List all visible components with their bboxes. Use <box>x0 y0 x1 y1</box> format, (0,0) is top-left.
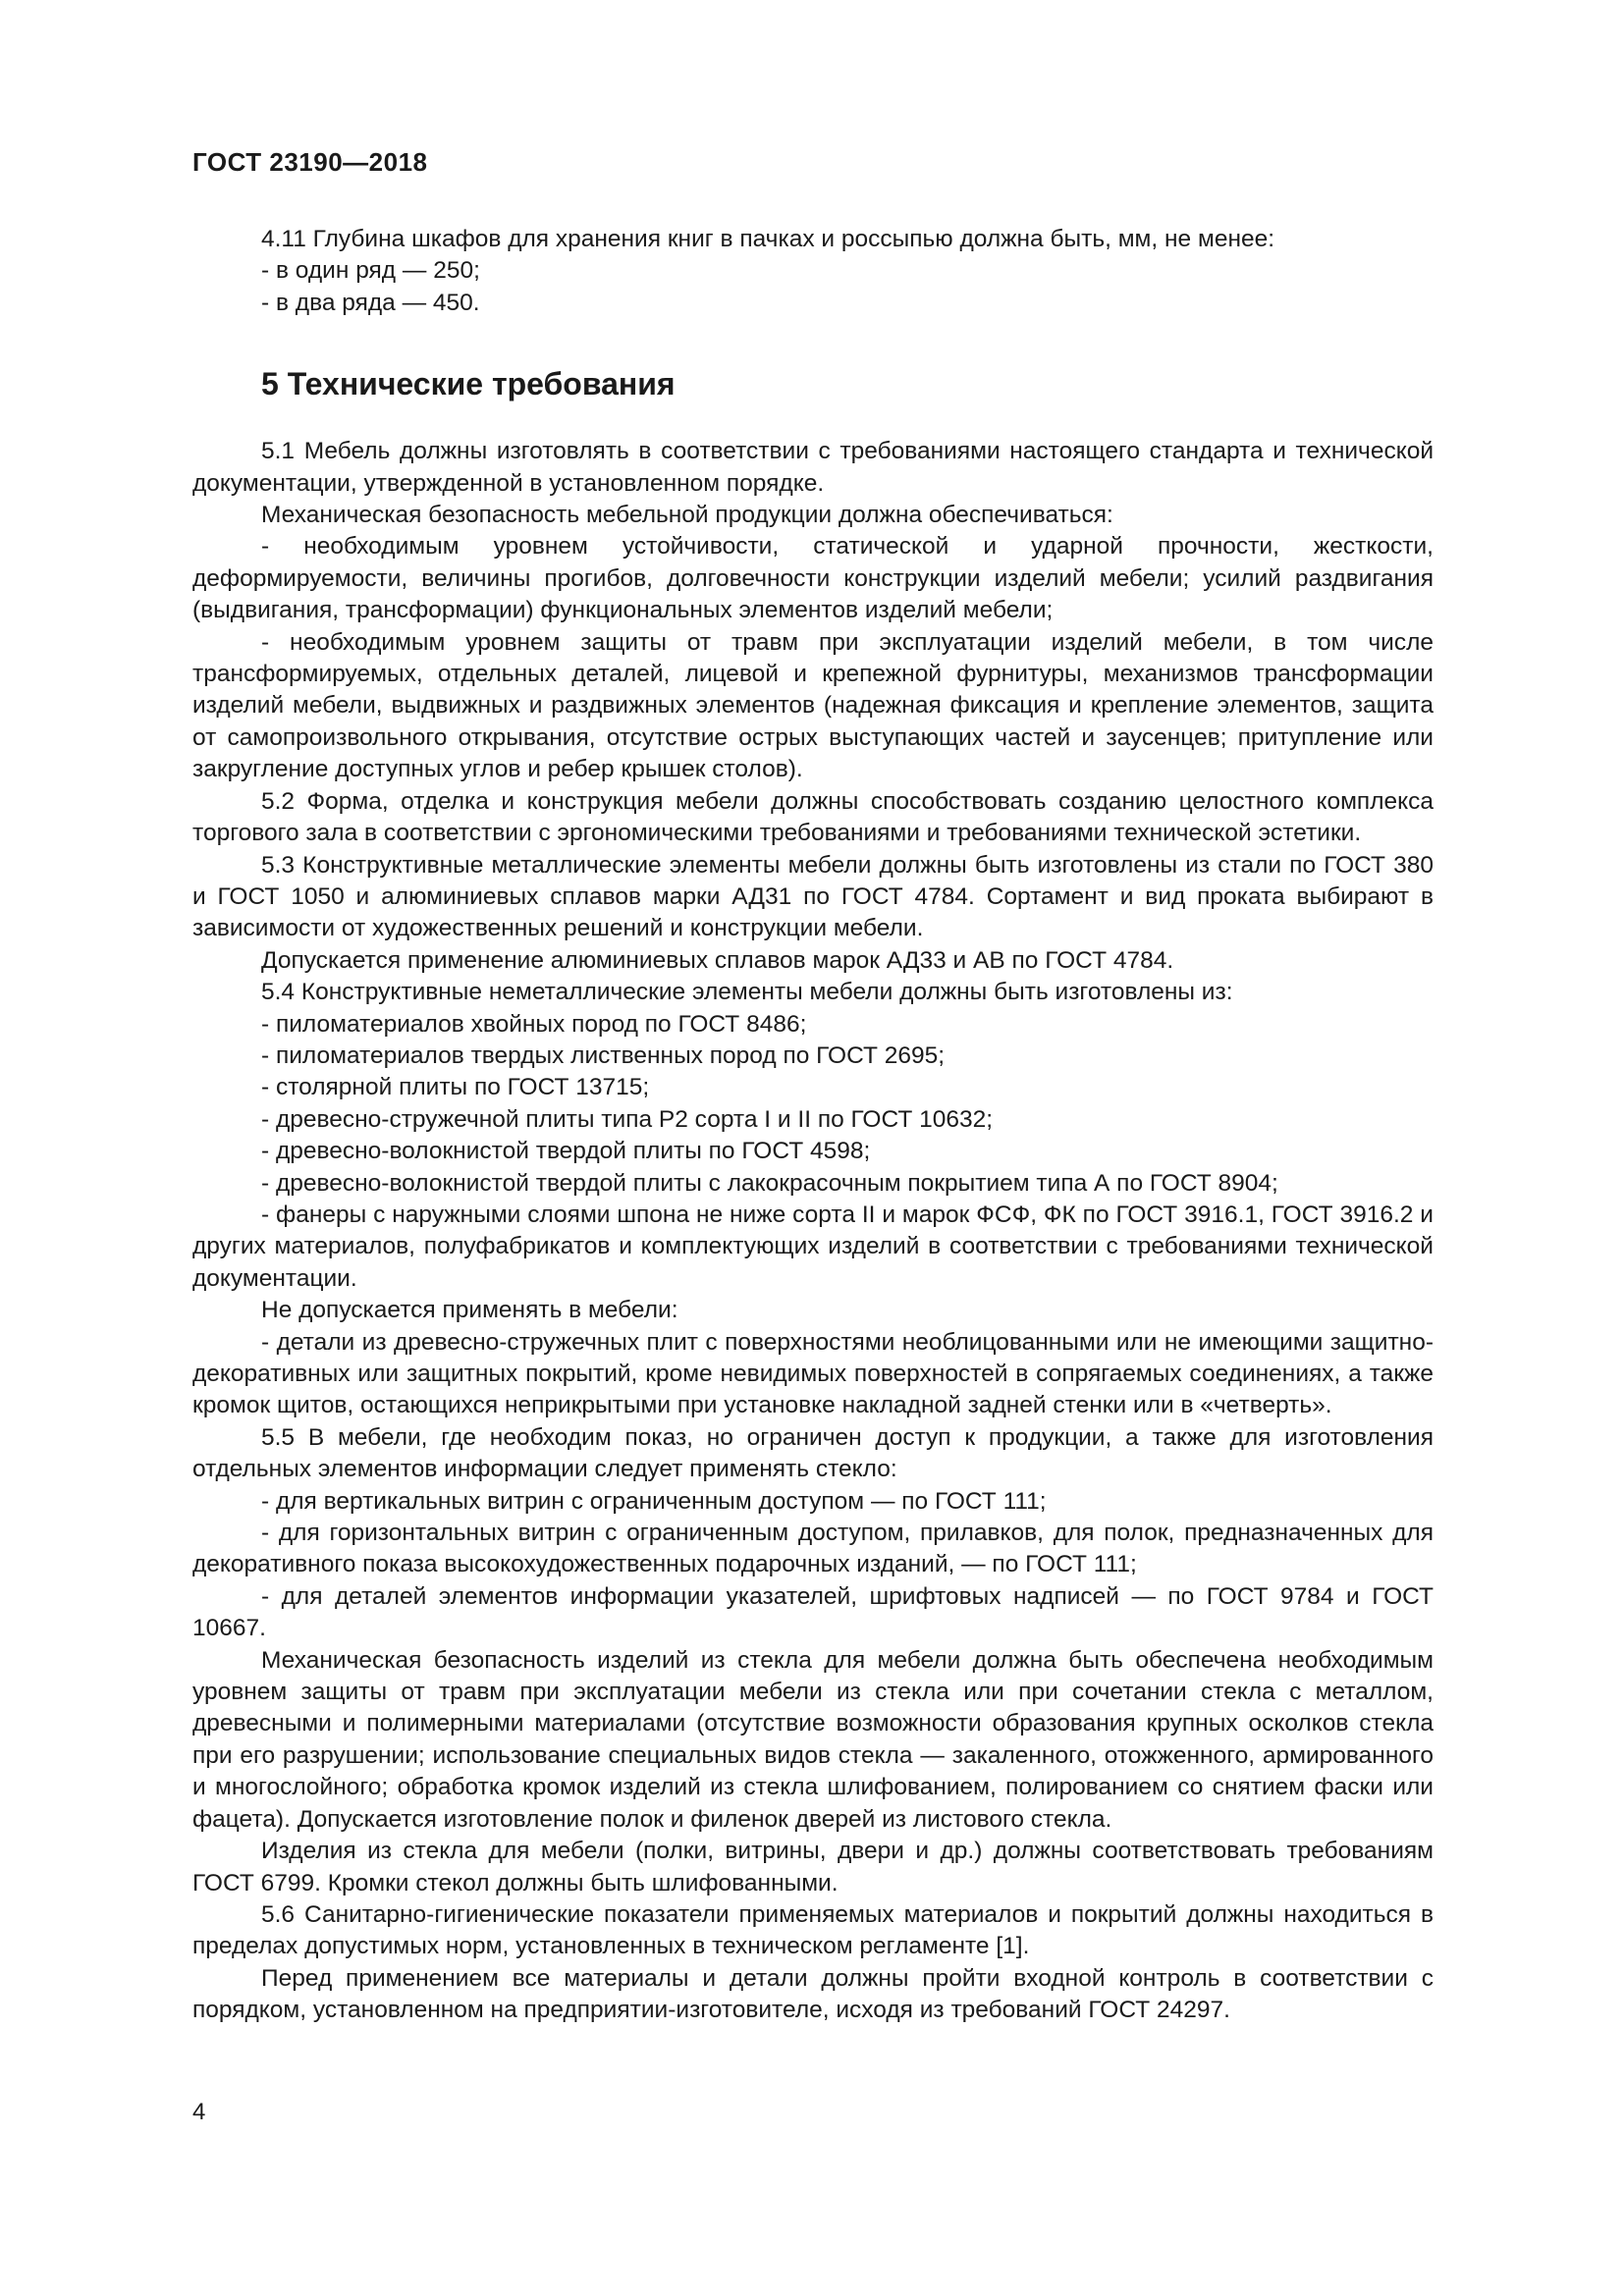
list-item: - фанеры с наружными слоями шпона не ниже сорта II и марок ФСФ, ФК по ГОСТ 3916.1, ГОСТ 3916.2 и других материалов, полуфабрикатов и комплектующих изделий в соответствии с требованиями технической документации. <box>192 1201 1434 1292</box>
list-item: - древесно-стружечной плиты типа Р2 сорта I и II по ГОСТ 10632; <box>261 1105 994 1133</box>
list-item: - столярной плиты по ГОСТ 13715; <box>261 1074 650 1101</box>
document-body <box>192 224 1434 2027</box>
page-number: 4 <box>192 2099 206 2125</box>
paragraph-not-allowed: Не допускается применять в мебели: <box>261 1297 678 1324</box>
list-item: - для деталей элементов информации указателей, шрифтовых надписей — по ГОСТ 9784 и ГОСТ 10667. <box>192 1582 1434 1642</box>
list-item: - пиломатериалов твердых лиственных пород по ГОСТ 2695; <box>261 1041 946 1069</box>
paragraph-4-11: 4.11 Глубина шкафов для хранения книг в пачках и россыпью должна быть, мм, не менее: <box>261 226 1275 252</box>
paragraph-5-2: 5.2 Форма, отделка и конструкция мебели должны способствовать созданию целостного комплекса торгового зала в соответствии с эргономическими требованиями и требованиями технической эстетики. <box>192 787 1434 847</box>
list-item: - детали из древесно-стружечных плит с поверхностями необлицованными или не имеющими защитно-декоративных или защитных покрытий, кроме невидимых поверхностей в сопрягаемых соединениях, а также кромок щитов, остающихся неприкрытыми при установке накладной задней стенки или в «четверть». <box>192 1328 1434 1419</box>
list-item: - в два ряда — 450. <box>261 289 480 316</box>
paragraph-glass-products: Изделия из стекла для мебели (полки, витрины, двери и др.) должны соответствовать требованиям ГОСТ 6799. Кромки стекол должны быть шлифованными. <box>192 1838 1434 1896</box>
paragraph-5-3: 5.3 Конструктивные металлические элементы мебели должны быть изготовлены из стали по ГОСТ 380 и ГОСТ 1050 и алюминиевых сплавов марки АД31 по ГОСТ 4784. Сортамент и вид проката выбирают в зависимости от художественных решений и конструкции мебели. <box>192 851 1434 942</box>
paragraph-glass-safety: Механическая безопасность изделий из стекла для мебели должна быть обеспечена необходимым уровнем защиты от травм при эксплуатации мебели из стекла или при сочетании стекла с металлом, древесными и полимерными материалами (отсутствие возможности образования крупных осколков стекла при его разрушении; использование специальных видов стекла — закаленного, отожженного, армированного и многослойного; обработка кромок изделий из стекла шлифованием, полированием со снятием фаски или фацета). Допускается изготовление полок и филенок дверей из листового стекла. <box>192 1646 1434 1833</box>
paragraph-5-5: 5.5 В мебели, где необходим показ, но ограничен доступ к продукции, а также для изготовления отдельных элементов информации следует применять стекло: <box>192 1423 1434 1483</box>
list-item: - для горизонтальных витрин с ограниченным доступом, прилавков, для полок, предназначенных для декоративного показа высокохудожественных подарочных изданий, — по ГОСТ 111; <box>192 1520 1434 1578</box>
list-item: - в один ряд — 250; <box>261 257 480 285</box>
paragraph-allowance: Допускается применение алюминиевых сплавов марок АД33 и АВ по ГОСТ 4784. <box>261 946 1174 974</box>
paragraph-5-6: 5.6 Санитарно-гигиенические показатели применяемых материалов и покрытий должны находиться в пределах допустимых норм, установленных в техническом регламенте [1]. <box>192 1900 1434 1960</box>
paragraph-5-4: 5.4 Конструктивные неметаллические элементы мебели должны быть изготовлены из: <box>261 979 1233 1006</box>
paragraph-5-1: 5.1 Мебель должны изготовлять в соответствии с требованиями настоящего стандарта и технической документации, утвержденной в установленном порядке. <box>192 438 1434 497</box>
paragraph-mechanical-safety: Механическая безопасность мебельной продукции должна обеспечиваться: <box>261 502 1113 529</box>
list-item: - необходимым уровнем устойчивости, статической и ударной прочности, жесткости, деформируемости, величины прогибов, долговечности конструкции изделий мебели; усилий раздвигания (выдвигания, трансформации) функциональных элементов изделий мебели; <box>192 533 1434 624</box>
list-item: - необходимым уровнем защиты от травм при эксплуатации изделий мебели, в том числе трансформируемых, отдельных деталей, лицевой и крепежной фурнитуры, механизмов трансформации изделий мебели, выдвижных и раздвижных элементов (надежная фиксация и крепление элементов, защита от самопроизвольного открывания, отсутствие острых выступающих частей и заусенцев; притупление или закругление доступных углов и ребер крышек столов). <box>192 628 1434 783</box>
list-item: - древесно-волокнистой твердой плиты с лакокрасочным покрытием типа А по ГОСТ 8904; <box>261 1169 1278 1197</box>
document-code-header: ГОСТ 23190—2018 <box>192 147 428 177</box>
list-item: - древесно-волокнистой твердой плиты по ГОСТ 4598; <box>261 1138 871 1165</box>
list-item: - пиломатериалов хвойных пород по ГОСТ 8486; <box>261 1010 807 1038</box>
paragraph-incoming-control: Перед применением все материалы и детали должны пройти входной контроль в соответствии с порядком, установленном на предприятии-изготовителе, исходя из требований ГОСТ 24297. <box>192 1964 1434 2024</box>
section-title: 5 Технические требования <box>261 366 676 402</box>
list-item: - для вертикальных витрин с ограниченным доступом — по ГОСТ 111; <box>261 1487 1047 1515</box>
